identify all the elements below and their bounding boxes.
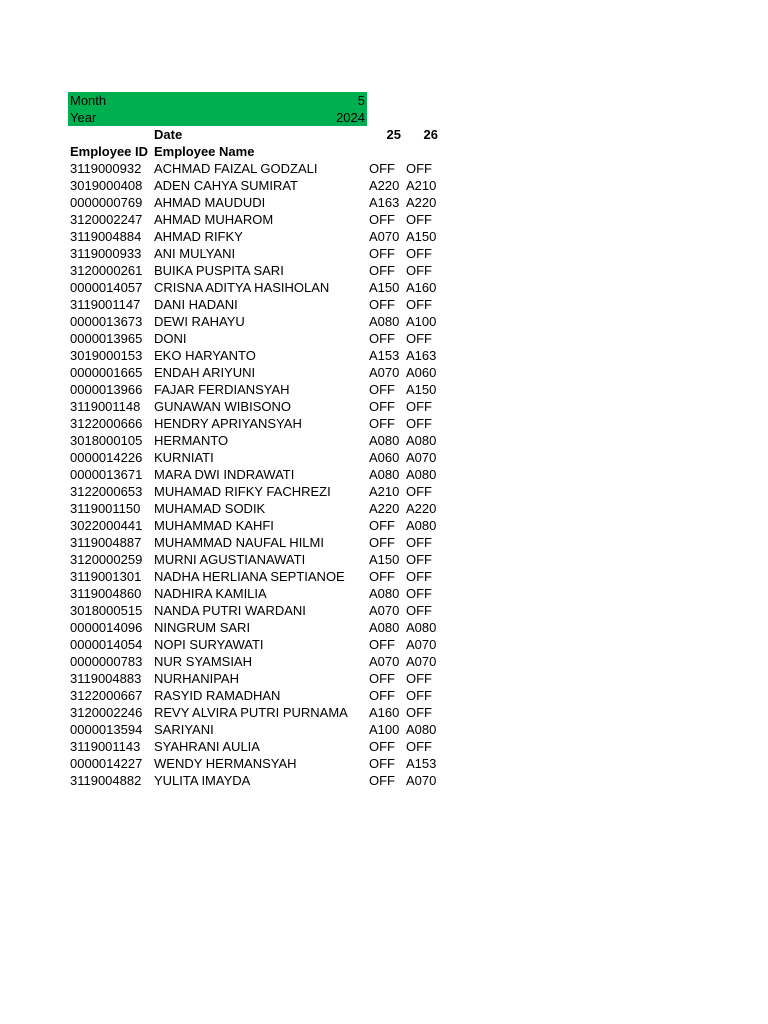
employee-id-cell[interactable]: 3120000261 bbox=[70, 263, 143, 278]
shift-cell-26[interactable]: OFF bbox=[406, 671, 432, 686]
shift-cell-25[interactable]: A070 bbox=[369, 365, 400, 380]
employee-id-cell[interactable]: 3119000933 bbox=[70, 246, 142, 261]
shift-cell-26[interactable]: A080 bbox=[406, 722, 437, 737]
table-row bbox=[68, 194, 448, 211]
shift-cell-26[interactable]: OFF bbox=[406, 416, 432, 431]
employee-name-cell[interactable]: NOPI SURYAWATI bbox=[154, 637, 264, 652]
employee-id-cell[interactable]: 0000014096 bbox=[70, 620, 143, 635]
table-row bbox=[68, 415, 448, 432]
shift-cell-26[interactable]: A080 bbox=[406, 433, 437, 448]
shift-cell-25[interactable]: OFF bbox=[369, 756, 395, 771]
employee-id-cell[interactable]: 3119004884 bbox=[70, 229, 142, 244]
shift-cell-26[interactable]: OFF bbox=[406, 212, 432, 227]
shift-cell-25[interactable]: OFF bbox=[369, 773, 395, 788]
shift-cell-25[interactable]: OFF bbox=[369, 518, 395, 533]
shift-cell-25[interactable]: OFF bbox=[369, 671, 395, 686]
shift-cell-26[interactable]: OFF bbox=[406, 399, 432, 414]
employee-name-cell[interactable]: SYAHRANI AULIA bbox=[154, 739, 260, 754]
shift-cell-26[interactable]: A080 bbox=[406, 467, 437, 482]
shift-cell-25[interactable]: OFF bbox=[369, 161, 395, 176]
employee-id-cell[interactable]: 3122000653 bbox=[70, 484, 143, 499]
table-row bbox=[68, 381, 448, 398]
employee-name-cell[interactable]: DONI bbox=[154, 331, 187, 346]
employee-name-cell[interactable]: FAJAR FERDIANSYAH bbox=[154, 382, 290, 397]
table-row bbox=[68, 704, 448, 721]
employee-id-cell[interactable]: 3022000441 bbox=[70, 518, 143, 533]
employee-name-cell[interactable]: DANI HADANI bbox=[154, 297, 238, 312]
employee-name-cell[interactable]: SARIYANI bbox=[154, 722, 214, 737]
employee-id-cell[interactable]: 0000013594 bbox=[70, 722, 143, 737]
month-row bbox=[68, 92, 367, 109]
shift-cell-25[interactable]: OFF bbox=[369, 637, 395, 652]
employee-id-cell[interactable]: 3122000666 bbox=[70, 416, 143, 431]
employee-name-cell[interactable]: ACHMAD FAIZAL GODZALI bbox=[154, 161, 318, 176]
shift-cell-26[interactable]: A210 bbox=[406, 178, 437, 193]
employee-name-cell[interactable]: NUR SYAMSIAH bbox=[154, 654, 252, 669]
table-row bbox=[68, 364, 448, 381]
shift-cell-26[interactable]: OFF bbox=[406, 586, 432, 601]
employee-name-cell[interactable]: MARA DWI INDRAWATI bbox=[154, 467, 295, 482]
shift-cell-25[interactable]: OFF bbox=[369, 399, 395, 414]
shift-cell-25[interactable]: A163 bbox=[369, 195, 400, 210]
employee-id-cell[interactable]: 3119004882 bbox=[70, 773, 142, 788]
shift-cell-25[interactable]: OFF bbox=[369, 246, 395, 261]
shift-cell-25[interactable]: OFF bbox=[369, 739, 395, 754]
table-row bbox=[68, 347, 448, 364]
shift-cell-25[interactable]: A080 bbox=[369, 433, 400, 448]
employee-id-cell[interactable]: 3120000259 bbox=[70, 552, 143, 567]
table-row bbox=[68, 670, 448, 687]
shift-cell-25[interactable]: OFF bbox=[369, 331, 395, 346]
table-row bbox=[68, 772, 448, 789]
shift-cell-25[interactable]: A150 bbox=[369, 280, 400, 295]
employee-name-cell[interactable]: MURNI AGUSTIANAWATI bbox=[154, 552, 306, 567]
employee-id-cell[interactable]: 3120002247 bbox=[70, 212, 143, 227]
employee-id-cell[interactable]: 0000014227 bbox=[70, 756, 143, 771]
table-row bbox=[68, 245, 448, 262]
employee-name-cell[interactable]: MUHAMMAD NAUFAL HILMI bbox=[154, 535, 324, 550]
month-value[interactable]: 5 bbox=[357, 93, 365, 108]
shift-cell-25[interactable]: OFF bbox=[369, 535, 395, 550]
table-row bbox=[68, 279, 448, 296]
table-row bbox=[68, 432, 448, 449]
shift-cell-26[interactable]: OFF bbox=[406, 603, 432, 618]
shift-cell-25[interactable]: OFF bbox=[369, 263, 395, 278]
table-row bbox=[68, 500, 448, 517]
column-header-row bbox=[68, 143, 448, 160]
table-row bbox=[68, 602, 448, 619]
shift-cell-26[interactable]: A070 bbox=[406, 450, 437, 465]
employee-name-cell[interactable]: MUHAMAD SODIK bbox=[154, 501, 266, 516]
employee-name-cell[interactable]: HERMANTO bbox=[154, 433, 229, 448]
table-row bbox=[68, 398, 448, 415]
table-row bbox=[68, 330, 448, 347]
shift-cell-26[interactable]: OFF bbox=[406, 263, 432, 278]
shift-cell-26[interactable]: A080 bbox=[406, 620, 437, 635]
shift-cell-25[interactable]: OFF bbox=[369, 297, 395, 312]
employee-id-cell[interactable]: 3119001148 bbox=[70, 399, 141, 414]
table-row bbox=[68, 262, 448, 279]
employee-name-cell[interactable]: NINGRUM SARI bbox=[154, 620, 251, 635]
shift-cell-25[interactable]: A100 bbox=[369, 722, 400, 737]
employee-id-cell[interactable]: 0000014054 bbox=[70, 637, 143, 652]
employee-name-cell[interactable]: RASYID RAMADHAN bbox=[154, 688, 281, 703]
table-row bbox=[68, 687, 448, 704]
shift-cell-26[interactable]: OFF bbox=[406, 297, 432, 312]
employee-id-cell[interactable]: 3019000153 bbox=[70, 348, 143, 363]
table-row bbox=[68, 296, 448, 313]
date-column-header: 25 bbox=[386, 127, 401, 142]
employee-name-cell[interactable]: WENDY HERMANSYAH bbox=[154, 756, 297, 771]
shift-cell-26[interactable]: A150 bbox=[406, 229, 437, 244]
employee-name-cell[interactable]: NANDA PUTRI WARDANI bbox=[154, 603, 306, 618]
employee-name-cell[interactable]: KURNIATI bbox=[154, 450, 214, 465]
employee-id-cell[interactable]: 3119004860 bbox=[70, 586, 142, 601]
shift-cell-26[interactable]: A060 bbox=[406, 365, 437, 380]
shift-cell-26[interactable]: OFF bbox=[406, 688, 432, 703]
employee-id-cell[interactable]: 3119004887 bbox=[70, 535, 142, 550]
shift-cell-26[interactable]: A220 bbox=[406, 501, 437, 516]
table-row bbox=[68, 653, 448, 670]
employee-id-cell[interactable]: 0000000769 bbox=[70, 195, 143, 210]
table-row bbox=[68, 177, 448, 194]
employee-id-cell[interactable]: 0000013673 bbox=[70, 314, 143, 329]
table-row bbox=[68, 517, 448, 534]
month-label: Month bbox=[70, 93, 107, 108]
table-row bbox=[68, 619, 448, 636]
employee-id-header: Employee ID bbox=[70, 144, 149, 159]
year-row bbox=[68, 109, 367, 126]
employee-name-header: Employee Name bbox=[154, 144, 255, 159]
shift-cell-25[interactable]: A060 bbox=[369, 450, 400, 465]
employee-id-cell[interactable]: 3122000667 bbox=[70, 688, 143, 703]
date-column-header: 26 bbox=[423, 127, 438, 142]
table-row bbox=[68, 636, 448, 653]
employee-id-cell[interactable]: 3120002246 bbox=[70, 705, 143, 720]
shift-cell-26[interactable]: A070 bbox=[406, 654, 437, 669]
shift-cell-25[interactable]: A160 bbox=[369, 705, 400, 720]
employee-name-cell[interactable]: ADEN CAHYA SUMIRAT bbox=[154, 178, 298, 193]
shift-cell-25[interactable]: A220 bbox=[369, 178, 400, 193]
shift-cell-26[interactable]: OFF bbox=[406, 705, 432, 720]
employee-id-cell[interactable]: 3018000515 bbox=[70, 603, 143, 618]
employee-name-cell[interactable]: ENDAH ARIYUNI bbox=[154, 365, 256, 380]
shift-cell-25[interactable]: A153 bbox=[369, 348, 400, 363]
employee-name-cell[interactable]: MUHAMAD RIFKY FACHREZI bbox=[154, 484, 331, 499]
year-label: Year bbox=[70, 110, 97, 125]
table-row bbox=[68, 211, 448, 228]
table-row bbox=[68, 534, 448, 551]
shift-cell-25[interactable]: OFF bbox=[369, 688, 395, 703]
table-row bbox=[68, 228, 448, 245]
shift-cell-26[interactable]: OFF bbox=[406, 552, 432, 567]
employee-id-cell[interactable]: 0000014226 bbox=[70, 450, 143, 465]
shift-cell-26[interactable]: OFF bbox=[406, 161, 432, 176]
shift-cell-26[interactable]: A080 bbox=[406, 518, 437, 533]
employee-id-cell[interactable]: 0000001665 bbox=[70, 365, 143, 380]
employee-id-cell[interactable]: 0000014057 bbox=[70, 280, 143, 295]
employee-name-cell[interactable]: BUIKA PUSPITA SARI bbox=[154, 263, 284, 278]
shift-cell-26[interactable]: A150 bbox=[406, 382, 437, 397]
employee-name-cell[interactable]: HENDRY APRIYANSYAH bbox=[154, 416, 302, 431]
employee-name-cell[interactable]: NADHA HERLIANA SEPTIANOE bbox=[154, 569, 345, 584]
table-row bbox=[68, 551, 448, 568]
shift-cell-26[interactable]: OFF bbox=[406, 535, 432, 550]
employee-name-cell[interactable]: AHMAD RIFKY bbox=[154, 229, 243, 244]
employee-id-cell[interactable]: 3119001147 bbox=[70, 297, 141, 312]
date-header-label: Date bbox=[154, 127, 183, 142]
employee-name-cell[interactable]: NURHANIPAH bbox=[154, 671, 239, 686]
employee-id-cell[interactable]: 3119001143 bbox=[70, 739, 141, 754]
shift-cell-25[interactable]: A070 bbox=[369, 654, 400, 669]
employee-name-cell[interactable]: DEWI RAHAYU bbox=[154, 314, 245, 329]
shift-cell-25[interactable]: A070 bbox=[369, 603, 400, 618]
employee-id-cell[interactable]: 3019000408 bbox=[70, 178, 143, 193]
shift-cell-25[interactable]: A080 bbox=[369, 586, 400, 601]
employee-id-cell[interactable]: 3119001301 bbox=[70, 569, 142, 584]
shift-cell-26[interactable]: A160 bbox=[406, 280, 437, 295]
shift-cell-26[interactable]: OFF bbox=[406, 739, 432, 754]
employee-name-cell[interactable]: REVY ALVIRA PUTRI PURNAMA bbox=[154, 705, 348, 720]
employee-name-cell[interactable]: GUNAWAN WIBISONO bbox=[154, 399, 291, 414]
table-row bbox=[68, 755, 448, 772]
table-row bbox=[68, 721, 448, 738]
schedule-sheet bbox=[68, 92, 448, 789]
employee-name-cell[interactable]: AHMAD MAUDUDI bbox=[154, 195, 266, 210]
employee-name-cell[interactable]: NADHIRA KAMILIA bbox=[154, 586, 267, 601]
shift-cell-25[interactable]: A070 bbox=[369, 229, 400, 244]
shift-cell-25[interactable]: OFF bbox=[369, 416, 395, 431]
employee-id-cell[interactable]: 0000000783 bbox=[70, 654, 143, 669]
shift-cell-25[interactable]: A080 bbox=[369, 620, 400, 635]
shift-cell-26[interactable]: A100 bbox=[406, 314, 437, 329]
shift-cell-25[interactable]: A080 bbox=[369, 467, 400, 482]
year-value[interactable]: 2024 bbox=[336, 110, 365, 125]
shift-cell-25[interactable]: OFF bbox=[369, 569, 395, 584]
shift-cell-26[interactable]: OFF bbox=[406, 331, 432, 346]
shift-cell-26[interactable]: A153 bbox=[406, 756, 437, 771]
table-row bbox=[68, 313, 448, 330]
employee-name-cell[interactable]: ANI MULYANI bbox=[154, 246, 236, 261]
shift-cell-25[interactable]: A220 bbox=[369, 501, 400, 516]
table-row bbox=[68, 568, 448, 585]
employee-name-cell[interactable]: MUHAMMAD KAHFI bbox=[154, 518, 274, 533]
employee-id-cell[interactable]: 3119000932 bbox=[70, 161, 142, 176]
employee-name-cell[interactable]: YULITA IMAYDA bbox=[154, 773, 251, 788]
shift-cell-26[interactable]: A163 bbox=[406, 348, 437, 363]
shift-cell-26[interactable]: A220 bbox=[406, 195, 437, 210]
employee-name-cell[interactable]: AHMAD MUHAROM bbox=[154, 212, 274, 227]
table-row bbox=[68, 483, 448, 500]
shift-cell-26[interactable]: OFF bbox=[406, 484, 432, 499]
employee-name-cell[interactable]: CRISNA ADITYA HASIHOLAN bbox=[154, 280, 330, 295]
shift-cell-26[interactable]: A070 bbox=[406, 637, 437, 652]
table-row bbox=[68, 449, 448, 466]
employee-name-cell[interactable]: EKO HARYANTO bbox=[154, 348, 256, 363]
table-row bbox=[68, 585, 448, 602]
employee-id-cell[interactable]: 3119004883 bbox=[70, 671, 142, 686]
employee-rows bbox=[68, 160, 448, 789]
shift-cell-25[interactable]: A150 bbox=[369, 552, 400, 567]
employee-id-cell[interactable]: 3018000105 bbox=[70, 433, 143, 448]
table-row bbox=[68, 738, 448, 755]
shift-cell-26[interactable]: OFF bbox=[406, 569, 432, 584]
shift-cell-25[interactable]: A080 bbox=[369, 314, 400, 329]
date-header-row bbox=[68, 126, 448, 143]
shift-cell-26[interactable]: OFF bbox=[406, 246, 432, 261]
table-row bbox=[68, 160, 448, 177]
shift-cell-25[interactable]: A210 bbox=[369, 484, 400, 499]
shift-cell-25[interactable]: OFF bbox=[369, 382, 395, 397]
shift-cell-25[interactable]: OFF bbox=[369, 212, 395, 227]
employee-id-cell[interactable]: 0000013965 bbox=[70, 331, 143, 346]
table-row bbox=[68, 466, 448, 483]
shift-cell-26[interactable]: A070 bbox=[406, 773, 437, 788]
employee-id-cell[interactable]: 0000013966 bbox=[70, 382, 143, 397]
employee-id-cell[interactable]: 0000013671 bbox=[70, 467, 143, 482]
employee-id-cell[interactable]: 3119001150 bbox=[70, 501, 141, 516]
